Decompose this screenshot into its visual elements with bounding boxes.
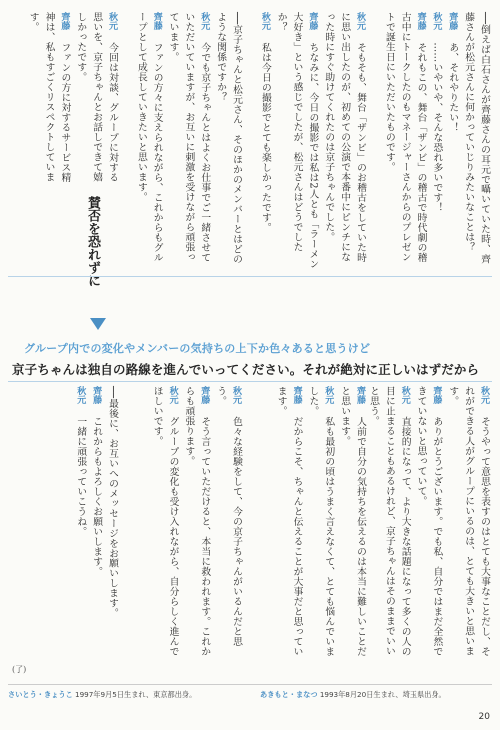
paragraph (336, 386, 368, 658)
paragraph (460, 12, 492, 270)
profile-caption-right (260, 690, 492, 700)
paragraph-text: 私は今日の撮影でとても楽しかったです。 (259, 42, 271, 233)
speaker-label: 秋元 (167, 386, 178, 405)
speaker-label: 齊藤 (291, 386, 302, 405)
paragraph (72, 386, 88, 658)
paragraph-text: これからもよろしくお願いします。 (91, 416, 103, 577)
paragraph-text: ──京子ちゃんと松元さん、そのほかのメンバーとはどのような関係ですか？ (215, 12, 242, 265)
paragraph-text: ファンの方に対するサービス精神は、私もすごくリスペクトしています。 (27, 12, 71, 183)
article-column-7 (134, 386, 244, 658)
paragraph (257, 12, 273, 270)
paragraph-text: 今回は対談、グループに対する思いを、京子ちゃんとお話しできて嬉しかったです。 (75, 12, 118, 183)
paragraph (273, 386, 305, 658)
paragraph (72, 12, 120, 190)
paragraph-text: そもそも、舞台「ザンビ」のお稽古をしていた時に思い出したのが、初めての公演で本番中にピンチになった時にすぐ助けてくれたのは京子ちゃんでした。 (323, 12, 366, 263)
paragraph-text: ファンの方々に支えられながら、これからもグループとして成長していきたいと思います。 (135, 12, 163, 263)
article-end-mark: (了) (12, 665, 27, 674)
profile-name-right: あきもと・まなつ (260, 690, 318, 699)
paragraph-text: 直接的になって、より大きな話題になって多くの人の目に止まることもあるけれど、京子ちゃんはそのままでいいと思う。 (367, 386, 411, 657)
profile-caption-left (8, 690, 240, 700)
speaker-label: 秋元 (259, 12, 270, 31)
paragraph (444, 386, 492, 658)
speaker-label: 齊藤 (355, 386, 365, 405)
speaker-label: 齊藤 (151, 12, 162, 31)
speaker-label: 秋元 (75, 386, 86, 405)
article-column-5 (367, 386, 492, 658)
paragraph-text: 今でも京子ちゃんとはよくお仕事でご一緒させていただいていますが、お互いに刺激を受けながら頑張っています。 (167, 12, 211, 263)
speaker-label: 秋元 (231, 386, 241, 405)
paragraph (212, 12, 244, 270)
paragraph-text: ありがとうございます。でも私、自分ではまだ全然できていないと思っていて。 (415, 386, 443, 657)
pull-quote-line-1: グループ内での変化やメンバーの気持ちの上下か色々あると思うけど (24, 342, 371, 355)
paragraph-text: それもこの、舞台「ザンビ」の稽古で時代劇の稽古中にトークしたのもマネージャーさんからのプレゼントで誕生日にいただいたものです。 (383, 12, 427, 263)
paragraph (273, 12, 321, 270)
paragraph (104, 386, 120, 658)
paragraph-text: 一緒に頑張っていこうね。 (75, 416, 87, 537)
paragraph (381, 12, 429, 270)
paragraph-text: ちなみに、今日の撮影では私は2人とも「ラーメン大好き」という感じでしたが、松元さんはどうでしたか？ (275, 12, 319, 269)
article-column-2 (258, 12, 368, 270)
section-heading: 賛否を恐れずに (85, 196, 100, 287)
article-column-4 (8, 12, 120, 190)
speaker-label: 齊藤 (431, 386, 442, 405)
paragraph (181, 386, 213, 658)
paragraph (133, 12, 165, 270)
paragraph (88, 386, 104, 658)
paragraph (25, 12, 73, 190)
paragraph (429, 12, 445, 270)
article-column-6 (258, 386, 368, 658)
paragraph-text: だからこそ、ちゃんと伝えることが大事だと思っています。 (275, 386, 303, 657)
speaker-label: 齊藤 (447, 12, 458, 31)
speaker-label: 齊藤 (415, 12, 426, 31)
article-column-1 (382, 12, 492, 270)
article-column-8 (8, 386, 120, 658)
paragraph (365, 386, 413, 658)
speaker-label: 齊藤 (307, 12, 318, 31)
paragraph-text: ……いやいや、そんな恐れ多いです！ (431, 42, 443, 213)
paragraph (149, 386, 181, 658)
paragraph-text: グループの変化も受け入れながら、自分らしく進んでほしいです。 (151, 386, 179, 657)
speaker-label: 秋元 (399, 386, 410, 405)
paragraph-text: 人前で自分の気持ちを伝えるのは本当に難しいことだと思います。 (339, 386, 366, 657)
profile-text-right: 1993年8月20日生まれ、埼玉県出身。 (319, 690, 446, 699)
caption-divider (8, 684, 492, 685)
paragraph-text: ──倒えば白石さんが齊藤さんの耳元で囁いていた時、齊藤さんが松元さんに何かっていじりみたいなことは？ (463, 12, 490, 265)
article-column-3 (134, 12, 244, 270)
profile-text-left: 1997年9月5日生まれ、東京都出身。 (75, 690, 197, 699)
speaker-label: 秋元 (199, 12, 210, 31)
profile-name-left: さいとう・きょうこ (8, 690, 73, 699)
paragraph-text: そう言っていただけると、本当に救われます。これからも頑張ります。 (183, 386, 211, 657)
paragraph (320, 12, 368, 270)
page-number: 20 (478, 712, 490, 722)
speaker-label: 齊藤 (199, 386, 210, 405)
speaker-label: 秋元 (107, 12, 117, 31)
paragraph (212, 386, 244, 658)
paragraph-text: あ、それやりたい！ (447, 42, 459, 133)
speaker-label: 齊藤 (59, 12, 70, 31)
speaker-label: 秋元 (431, 12, 442, 31)
paragraph (305, 386, 337, 658)
pull-quote-line-2: 京子ちゃんは独自の路線を進んでいってください。それが絶対に正しいはずだから (12, 362, 480, 377)
paragraph-text: 私も最初の頃はうまく言えなくて、とても悩んでいました。 (307, 386, 335, 657)
speaker-label: 秋元 (323, 386, 334, 405)
paragraph-text: 色々な経験をして、今の京子ちゃんがいるんだと思う。 (215, 386, 242, 647)
paragraph (413, 386, 445, 658)
speaker-label: 秋元 (355, 12, 365, 31)
paragraph-text: ──最後に、お互いへのメッセージをお願いします。 (107, 386, 118, 619)
speaker-label: 齊藤 (91, 386, 102, 405)
paragraph (165, 12, 213, 270)
paragraph-text: そうやって意思を表すのはとても大事なことだし、それができる人がグループにいるのは、とても大きいと思います。 (447, 386, 490, 657)
paragraph (444, 12, 460, 270)
speaker-label: 秋元 (479, 386, 489, 405)
